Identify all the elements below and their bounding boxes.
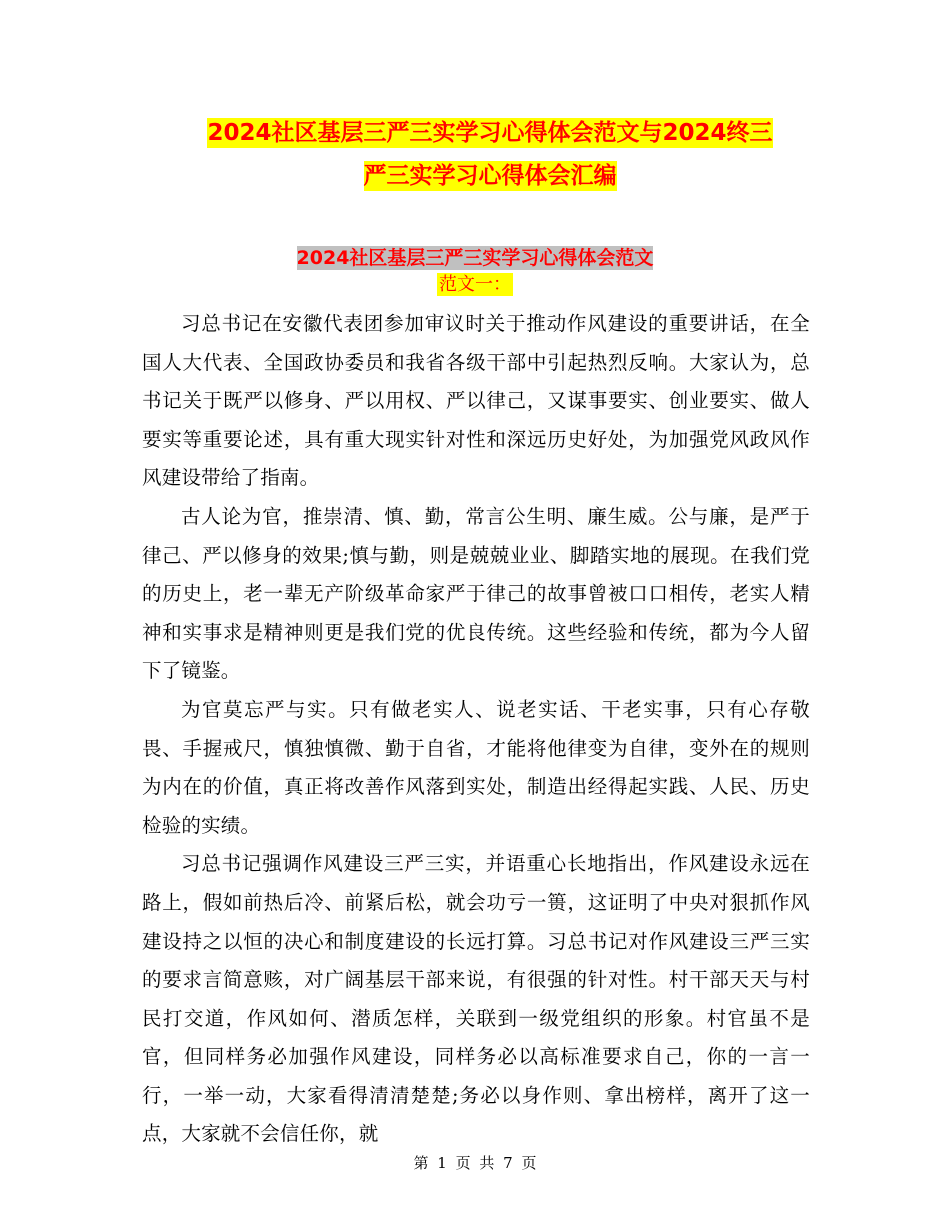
subtitle xyxy=(150,273,800,297)
section-title xyxy=(150,246,800,270)
document-title xyxy=(150,112,830,198)
title-line-1: 2024社区基层三严三实学习心得体会范文与2024终三 xyxy=(207,120,773,146)
paragraph-2: 古人论为官，推崇清、慎、勤，常言公生明、廉生威。公与廉，是严于律己、严以修身的效果;慎与勤，则是兢兢业业、脚踏实地的展现。在我们党的历史上，老一辈无产阶级革命家严于律己的故事曾被口口相传，老实人精神和实事求是精神则更是我们党的优良传统。这些经验和传统，都为今人留下了镜鉴。 xyxy=(142,504,810,683)
document-body xyxy=(142,305,810,1154)
paragraph-3: 为官莫忘严与实。只有做老实人、说老实话、干老实事，只有心存敬畏、手握戒尺，慎独慎微、勤于自省，才能将他律变为自律，变外在的规则为内在的价值，真正将改善作风落到实处，制造出经得起实践、人民、历史检验的实绩。 xyxy=(142,697,810,837)
section-title-text: 2024社区基层三严三实学习心得体会范文 xyxy=(296,247,654,269)
paragraph-1: 习总书记在安徽代表团参加审议时关于推动作风建设的重要讲话，在全国人大代表、全国政协委员和我省各级干部中引起热烈反响。大家认为，总书记关于既严以修身、严以用权、严以律己，又谋事要实、创业要实、做人要实等重要论述，具有重大现实针对性和深远历史好处，为加强党风政风作风建设带给了指南。 xyxy=(142,312,810,490)
title-line-2: 严三实学习心得体会汇编 xyxy=(363,163,617,189)
subtitle-text: 范文一： xyxy=(439,274,511,295)
paragraph-4: 习总书记强调作风建设三严三实，并语重心长地指出，作风建设永远在路上，假如前热后冷、前紧后松，就会功亏一篑，这证明了中央对狠抓作风建设持之以恒的决心和制度建设的长远打算。习总书记对作风建设三严三实的要求言简意赅，对广阔基层干部来说，有很强的针对性。村干部天天与村民打交道，作风如何、潜质怎样，关联到一级党组织的形象。村官虽不是官，但同样务必加强作风建设，同样务必以高标准要求自己，你的一言一行，一举一动，大家看得清清楚楚;务必以身作则、拿出榜样，离开了这一点，大家就不会信任你，就 xyxy=(142,852,810,1146)
page-footer: 第 1 页 共 7 页 xyxy=(413,1154,537,1172)
